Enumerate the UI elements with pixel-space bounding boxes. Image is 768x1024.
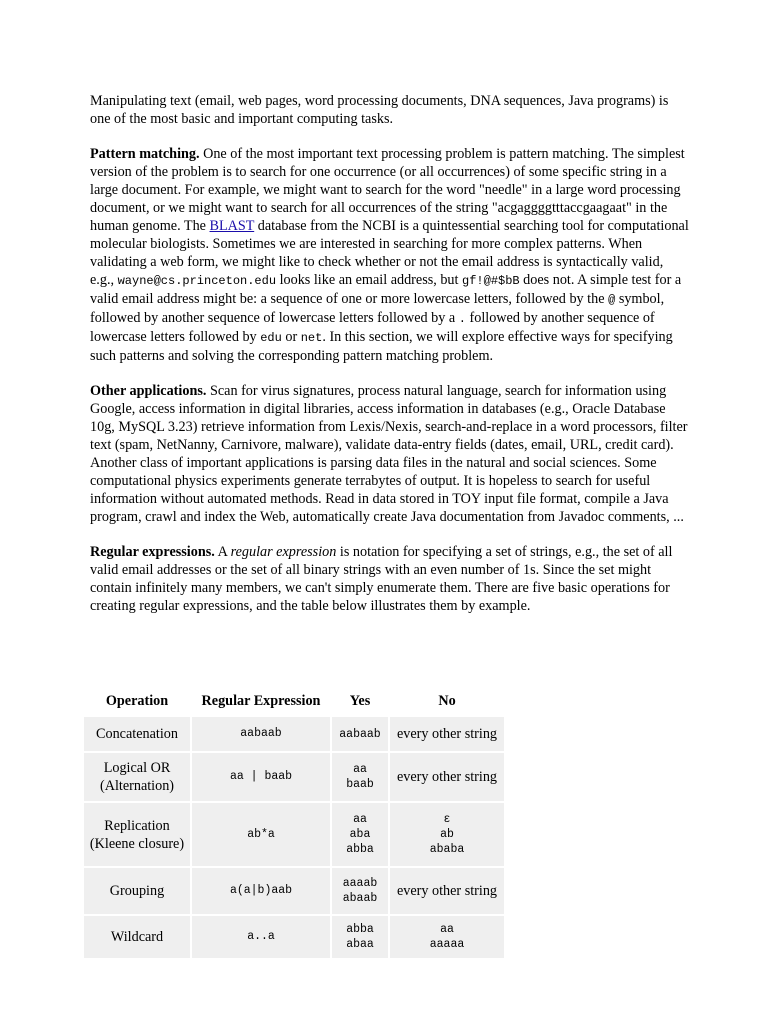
document-body — [90, 92, 690, 632]
cell-regex: a..a — [192, 916, 330, 958]
yes-item: abba — [346, 923, 374, 936]
operation-line-2: (Kleene closure) — [89, 835, 185, 852]
intro-paragraph: Manipulating text (email, web pages, word processing documents, DNA sequences, Java programs) is one of the most basic and important computing tasks. — [90, 93, 669, 127]
cell-yes — [332, 868, 388, 914]
regular-expressions-paragraph — [90, 543, 690, 615]
cell-regex: ab*a — [192, 803, 330, 866]
cell-operation — [84, 753, 190, 801]
yes-item: abba — [346, 843, 374, 856]
dot-symbol: . — [458, 312, 466, 326]
header-yes: Yes — [332, 687, 388, 715]
at-symbol: @ — [608, 293, 616, 307]
table-row-replication — [84, 803, 504, 866]
cell-operation: Grouping — [84, 868, 190, 914]
yes-item: aaaab — [342, 877, 378, 890]
pattern-text-1: One of the most important text processing problem is pattern matching. The simplest version of the problem is to search for one occurrence (or all occurrences) of some specific string in a large document. For example, we might want to search for the word "needle" in a large word processing document, or we might want to search for all occurrences of the string "acgaggggtttaccgaagaat" in the human genome. The — [90, 146, 685, 234]
operation-line-1: Logical OR — [103, 760, 171, 776]
regex-text-2: is notation for specifying a set of strings, e.g., the set of all valid email addresses or the set of all binary strings with an even number of 1s. Since the set might contain infinitely many members, we can't simply enumerate them. There are five basic operations for creating regular expressions, and the table below illustrates them by example. — [90, 544, 673, 614]
table-row-concatenation — [84, 717, 504, 751]
cell-no: every other string — [390, 717, 504, 751]
table-row-grouping — [84, 868, 504, 914]
cell-operation: Wildcard — [84, 916, 190, 958]
regex-text-1: A — [214, 544, 231, 560]
no-item: ababa — [429, 843, 465, 856]
table-row-logical-or — [84, 753, 504, 801]
regex-operations-table — [82, 685, 506, 960]
cell-yes: aabaab — [332, 717, 388, 751]
cell-no: every other string — [390, 753, 504, 801]
edu-code: edu — [260, 331, 282, 345]
pattern-text-7: or — [281, 329, 301, 345]
yes-item: baab — [346, 778, 374, 791]
regex-term: regular expression — [230, 544, 337, 560]
epsilon-symbol: ε — [443, 813, 451, 826]
cell-regex: aabaab — [192, 717, 330, 751]
pattern-matching-paragraph — [90, 145, 690, 365]
cell-regex: a(a|b)aab — [192, 868, 330, 914]
regular-expressions-heading: Regular expressions. — [90, 544, 215, 560]
operation-line-2: (Alternation) — [99, 778, 175, 794]
pattern-text-3: looks like an email address, but — [276, 272, 463, 288]
header-operation: Operation — [84, 687, 190, 715]
cell-no: every other string — [390, 868, 504, 914]
cell-yes — [332, 753, 388, 801]
other-applications-paragraph — [90, 382, 690, 526]
table-row-wildcard — [84, 916, 504, 958]
yes-item: abaab — [342, 892, 378, 905]
pattern-text-8: . In this section, we will explore effective ways for specifying such patterns and solving the corresponding pattern matching problem. — [90, 329, 673, 364]
cell-yes — [332, 916, 388, 958]
table-header-row — [84, 687, 504, 715]
cell-operation — [84, 803, 190, 866]
cell-operation: Concatenation — [84, 717, 190, 751]
yes-item: abaa — [346, 938, 374, 951]
pattern-matching-heading: Pattern matching. — [90, 146, 200, 162]
yes-item: aba — [349, 828, 371, 841]
no-item: aaaaa — [429, 938, 465, 951]
pattern-text-5: symbol, followed by another sequence of lowercase letters followed by a — [90, 291, 665, 326]
no-item: ab — [440, 828, 454, 841]
pattern-text-4: does not. A simple test for a valid email address might be: a sequence of one or more lowercase letters, followed by the — [90, 272, 682, 307]
blast-link[interactable]: BLAST — [209, 218, 255, 234]
invalid-email-example: gf!@#$bB — [462, 274, 520, 288]
cell-yes — [332, 803, 388, 866]
header-no: No — [390, 687, 504, 715]
net-code: net — [300, 331, 323, 345]
pattern-text-2: database from the NCBI is a quintessential searching tool for computational molecular biologists. Sometimes we are interested in searching for more complex patterns. When validating a web form, we might like to check whether or not the email address is syntactically valid, e.g., — [90, 218, 689, 288]
other-applications-heading: Other applications. — [90, 383, 207, 399]
email-example: wayne@cs.princeton.edu — [117, 274, 277, 288]
cell-no — [390, 803, 504, 866]
other-applications-text: Scan for virus signatures, process natural language, search for information using Google, access information in digital libraries, access information in databases (e.g., Oracle Database 10g, MySQL 3.23) retrieve information from Lexis/Nexis, search-and-replace in a word processors, filter text (spam, NetNanny, Carnivore, malware), validate data-entry fields (dates, email, URL, credit card). Another class of important applications is parsing data files in the natural and social sciences. Some computational physics experiments generate terrabytes of output. It is hopeless to search for useful information without automated methods. Read in data stored in TOY input file format, compile a Java program, crawl and index the Web, automatically create Java documentation from Javadoc comments, ... — [90, 383, 688, 525]
cell-regex: aa | baab — [192, 753, 330, 801]
pattern-text-6: followed by another sequence of lowercase letters followed by — [90, 310, 655, 345]
no-item: aa — [440, 923, 454, 936]
operation-line-1: Replication — [104, 817, 170, 834]
yes-item: aa — [353, 813, 367, 826]
yes-item: aa — [353, 763, 367, 776]
header-regular-expression: Regular Expression — [192, 687, 330, 715]
cell-no — [390, 916, 504, 958]
